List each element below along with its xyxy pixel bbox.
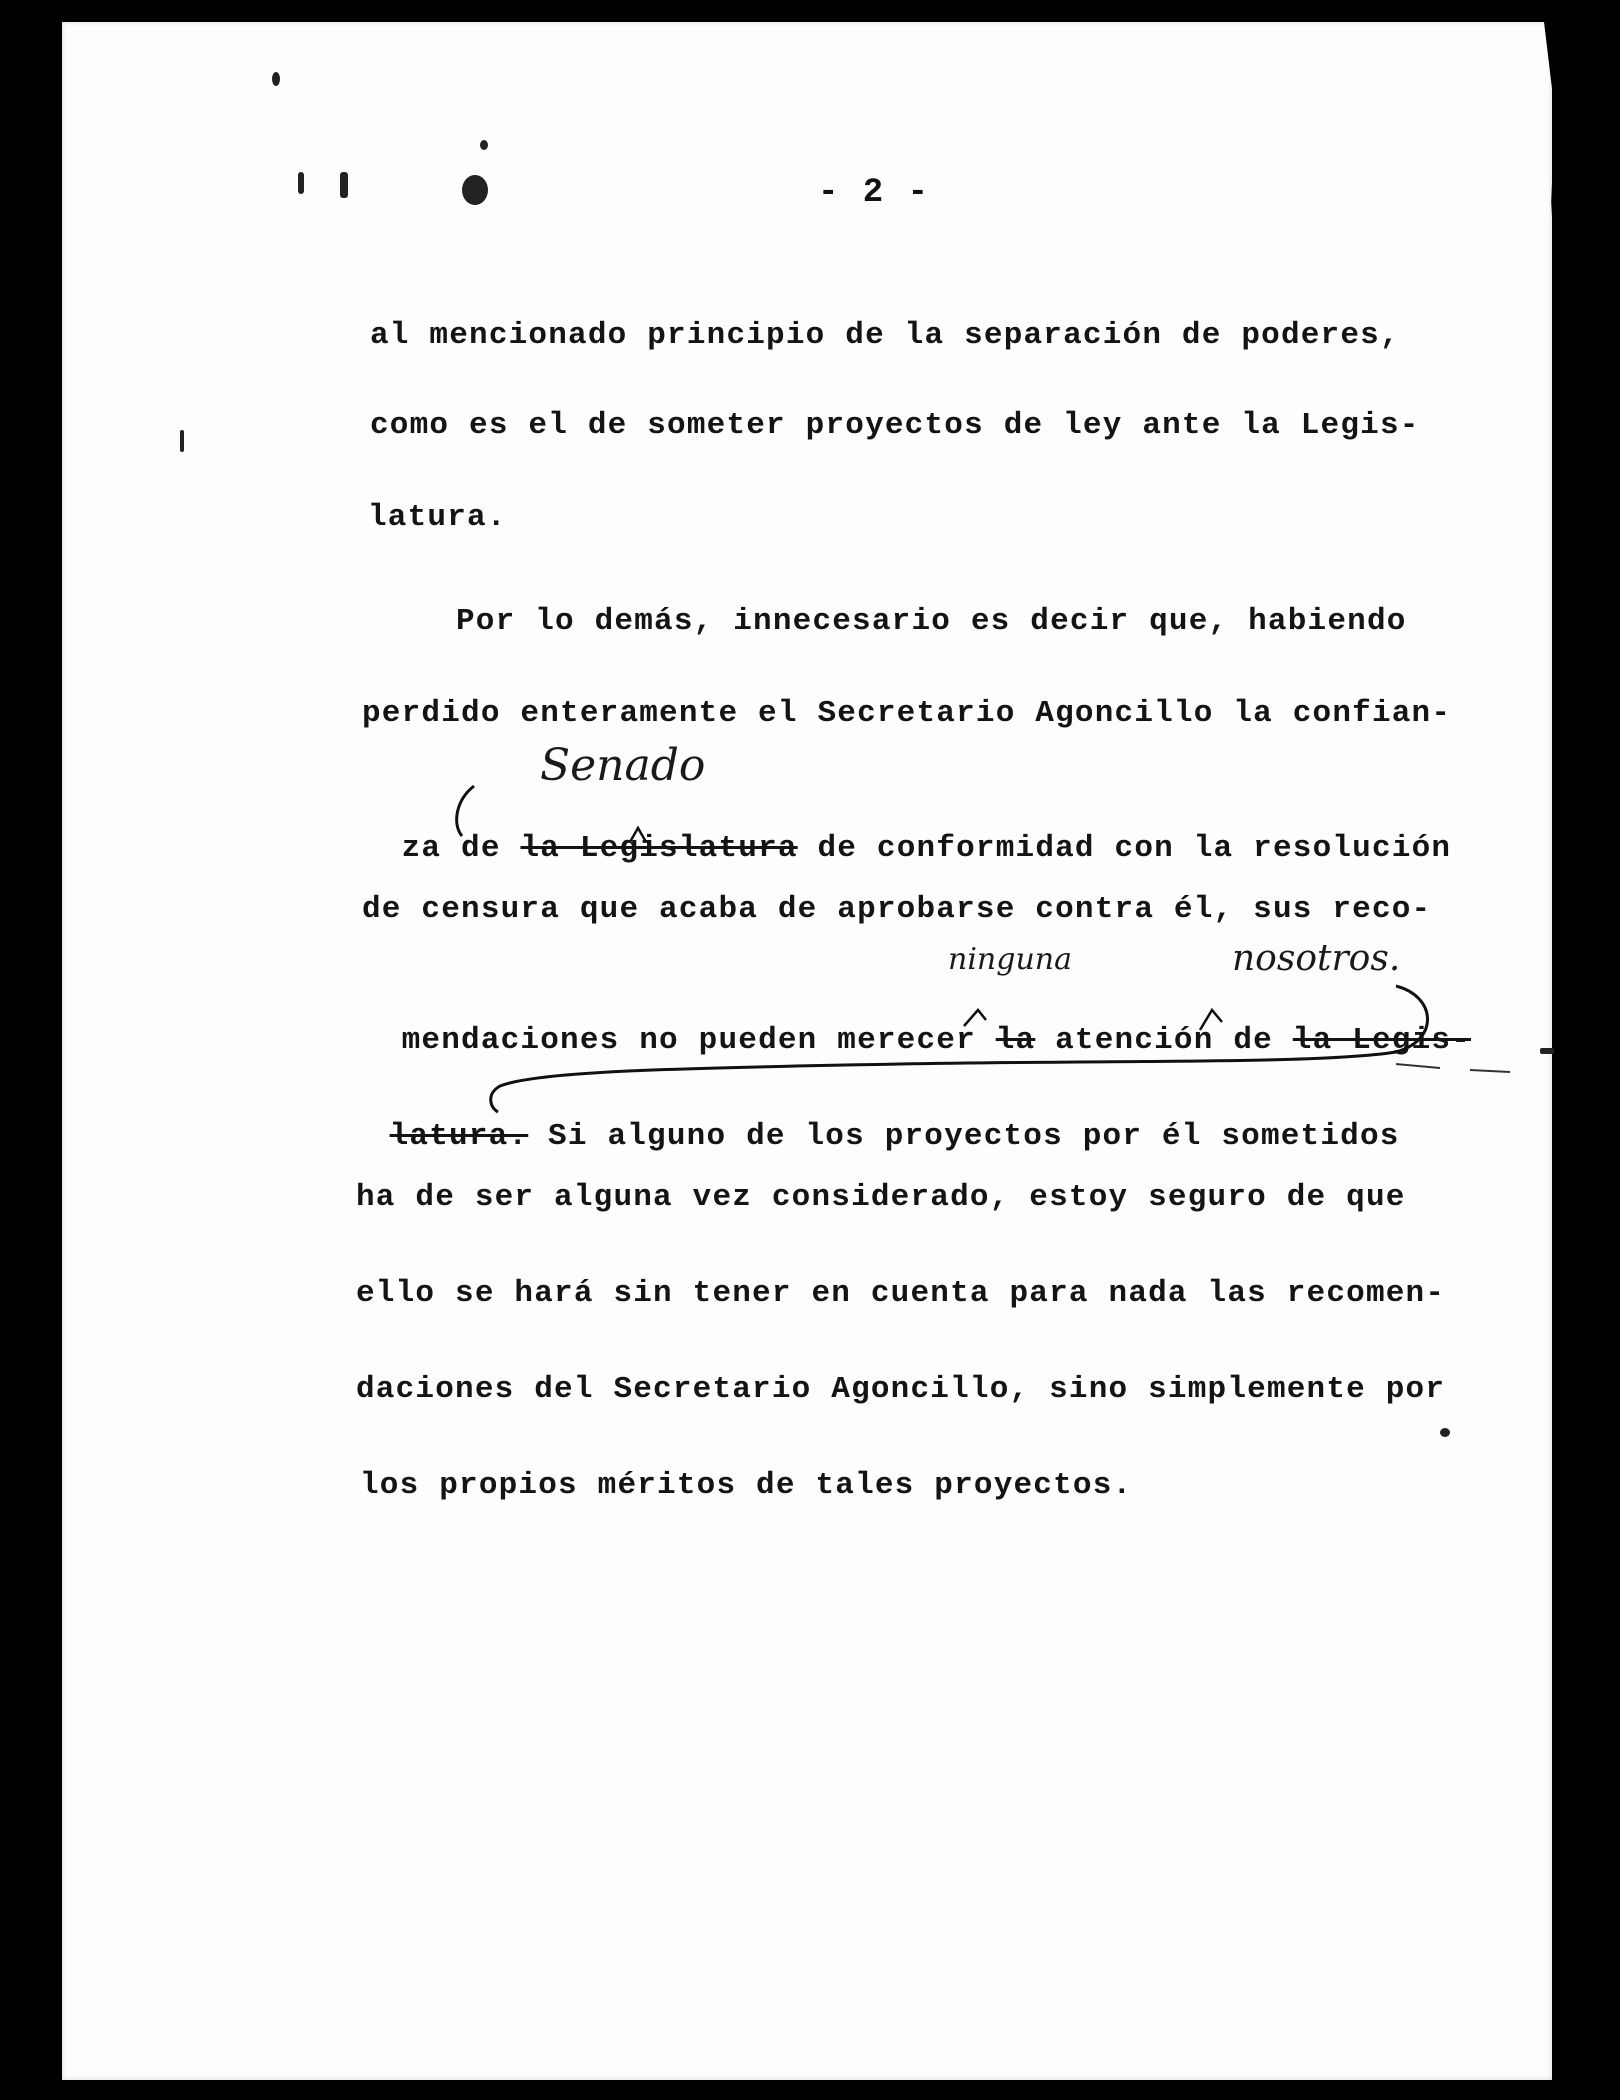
text-fragment: de conformidad con la resolución [797, 831, 1452, 866]
handwritten-ninguna: ninguna [948, 942, 1072, 977]
handwritten-nosotros: nosotros. [1232, 938, 1401, 979]
text-line-12: daciones del Secretario Agoncillo, sino simplemente por [356, 1372, 1446, 1407]
text-line-10: ha de ser alguna vez considerado, estoy seguro de que [356, 1180, 1406, 1215]
text-line-1: al mencionado principio de la separación de poderes, [370, 318, 1400, 353]
text-line-7: de censura que acaba de aprobarse contra él, sus reco- [362, 892, 1432, 927]
enclosing-curve [491, 986, 1428, 1112]
text-fragment: atención de [1035, 1023, 1293, 1058]
text-line-2: como es el de someter proyectos de ley ante la Legis- [370, 408, 1420, 443]
text-line-13: los propios méritos de tales proyectos. [360, 1468, 1133, 1503]
insertion-caret [1200, 1010, 1222, 1030]
struck-text: la Legislatura [520, 831, 798, 866]
margin-dash [1396, 1064, 1510, 1072]
text-fragment: mendaciones no pueden merecer [401, 1023, 996, 1058]
page-number: - 2 - [818, 174, 931, 212]
struck-text: la [995, 1023, 1036, 1058]
struck-text: latura. [389, 1119, 529, 1154]
insertion-caret [964, 1010, 986, 1026]
text-line-4: Por lo demás, innecesario es decir que, habiendo [456, 604, 1407, 639]
text-line-11: ello se hará sin tener en cuenta para nada las recomen- [356, 1276, 1446, 1311]
handwritten-senado: Senado [540, 740, 706, 791]
text-fragment: za de [401, 831, 521, 866]
text-line-3: latura. [368, 500, 507, 535]
text-fragment: Si alguno de los proyectos por él sometidos [528, 1119, 1400, 1154]
struck-text: la Legis- [1292, 1023, 1471, 1058]
text-line-5: perdido enteramente el Secretario Agoncillo la confian- [362, 696, 1452, 731]
caret-mark [630, 828, 646, 842]
insertion-bracket [457, 786, 474, 836]
